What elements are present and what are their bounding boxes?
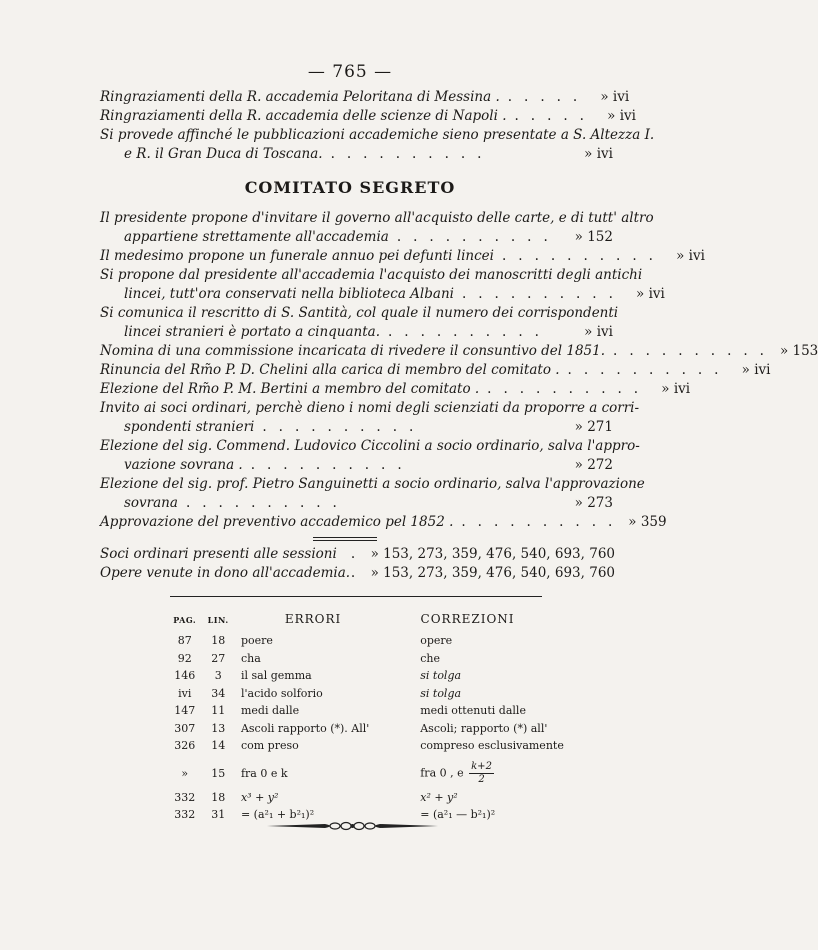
errata-row (168, 757, 568, 791)
entry-ref: » 152 (574, 229, 613, 245)
page-number: — 765 — (307, 62, 393, 82)
row-pag: 332 (174, 790, 196, 804)
row-correction: x² + y² (420, 790, 458, 804)
row-correction: medi ottenuti dalle (420, 704, 526, 717)
row-error: cha (240, 651, 261, 665)
entry-ref: » 272 (574, 457, 613, 473)
entry-text: Il medesimo propone un funerale annuo pei defunti lincei (100, 248, 494, 264)
index-entry: Si propone dal presidente all'accademia l'acquisto dei manoscritti degli antichi lincei, tutt'ora conservati nella biblioteca Albani .......... » ivi (100, 267, 665, 302)
header-pag: PAG. (173, 615, 197, 625)
row-error: fra 0 e k (240, 767, 288, 780)
entry-text: Si provede affinché le pubblicazioni accademiche sieno presentate a S. Altezza I. (100, 127, 655, 143)
top-entries (100, 88, 655, 164)
row-error: poere (240, 634, 273, 647)
row-lin: 14 (211, 739, 226, 752)
row-pag: 87 (177, 634, 192, 647)
entry-text: lincei, tutt'ora conservati nella biblioteca Albani (124, 286, 454, 302)
entry-text: sovrana (124, 495, 178, 511)
header-errori: ERRORI (284, 612, 342, 626)
entry-ref: » ivi (584, 324, 613, 340)
errata-header (168, 612, 568, 634)
ornament-icon (265, 818, 440, 834)
session-separator: . (350, 546, 356, 562)
entry-text: Elezione del sig. Commend. Ludovico Ciccolini a socio ordinario, salva l'appro- (100, 438, 640, 454)
correction-text: fra 0 , e (420, 766, 464, 780)
entry-ref: » 273 (574, 495, 613, 511)
divider (313, 537, 377, 538)
index-entry: Invito ai soci ordinari, perchè dieno i nomi degli scienziati da proporre a corri- spondenti stranieri .......... » 271 (100, 400, 640, 435)
entry-text: Nomina di una commissione incaricata di rivedere il consuntivo del 1851. (100, 343, 606, 359)
entry-ref: » 359 (628, 514, 667, 530)
session-row (100, 564, 615, 583)
entry-text: e R. il Gran Duca di Toscana. (124, 146, 323, 162)
row-pag: ivi (178, 686, 192, 700)
entry-text: Approvazione del preventivo accademico pel 1852 . (100, 514, 454, 530)
fraction (469, 761, 494, 786)
row-correction: si tolga (420, 669, 462, 682)
entry-text: Il presidente propone d'invitare il governo all'acquisto delle carte, e di tutt' altro (100, 210, 654, 226)
errata-row (168, 704, 568, 722)
row-pag: 326 (174, 739, 196, 752)
row-pag: 92 (177, 651, 192, 665)
row-pag: » (181, 767, 189, 780)
row-correction: = (a²₁ — b²₁)² (420, 808, 496, 821)
row-correction: si tolga (420, 686, 462, 700)
session-pages: » 153, 273, 359, 476, 540, 693, 760 (370, 565, 615, 581)
section-heading: COMITATO SEGRETO (244, 178, 456, 197)
index-entry: Il medesimo propone un funerale annuo pei defunti lincei .......... » ivi (100, 248, 705, 264)
row-lin: 3 (214, 669, 222, 682)
entry-text: appartiene strettamente all'accademia (124, 229, 389, 245)
row-error: medi dalle (240, 704, 300, 717)
row-lin: 18 (211, 634, 226, 647)
entry-ref: » ivi (607, 108, 636, 124)
entry-ref: » ivi (584, 146, 613, 162)
entry-ref: » ivi (741, 362, 771, 378)
row-pag: 307 (174, 721, 196, 735)
entry-text: Ringraziamenti della R. accademia delle scienze di Napoli . (100, 108, 507, 124)
session-label: Soci ordinari presenti alle sessioni (100, 546, 337, 562)
index-entry: Elezione del Rm̃o P. M. Bertini a membro del comitato . .......... » ivi (100, 381, 691, 397)
entry-ref: » ivi (676, 248, 705, 264)
entry-text: spondenti stranieri (124, 419, 255, 435)
row-error: = (a²₁ + b²₁)² (240, 808, 315, 821)
index-entry: Approvazione del preventivo accademico pel 1852 . .......... » 359 (100, 514, 667, 530)
index-entry: Si comunica il rescritto di S. Santità, col quale il numero dei corrispondenti lincei stranieri è portato a cinquanta. .......... » ivi (100, 305, 619, 340)
index-entry: Elezione del sig. Commend. Ludovico Ciccolini a socio ordinario, salva l'appro- vazione sovrana . .......... » 272 (100, 438, 640, 473)
errata-row (168, 791, 568, 809)
index-entry: Elezione del sig. prof. Pietro Sanguinetti a socio ordinario, salva l'approvazione sovrana .......... » 273 (100, 476, 645, 511)
entry-ref: » 153 (779, 343, 818, 359)
row-correction: opere (420, 634, 453, 647)
index-entry: Ringraziamenti della R. accademia delle scienze di Napoli . ..... » ivi (100, 108, 636, 124)
row-correction: Ascoli; rapporto (*) all' (420, 721, 548, 735)
entry-ref: » ivi (661, 381, 691, 397)
row-pag: 332 (174, 808, 196, 821)
divider (170, 596, 542, 597)
entry-text: Rinuncia del Rm̃o P. D. Chelini alla carica di membro del comitato . (100, 362, 560, 378)
fraction-denominator: 2 (478, 774, 485, 785)
row-error: l'acido solforio (240, 686, 323, 700)
entry-ref: » ivi (600, 89, 630, 105)
index-entry: Si provede affinché le pubblicazioni accademiche sieno presentate a S. Altezza I. e R. il Gran Duca di Toscana. .......... » ivi (100, 127, 655, 162)
index-entry: Rinuncia del Rm̃o P. D. Chelini alla carica di membro del comitato . .......... » ivi (100, 362, 771, 378)
errata-row (168, 687, 568, 705)
row-lin: 11 (211, 704, 226, 717)
index-entry: Nomina di una commissione incaricata di rivedere il consuntivo del 1851. .......... » 153 (100, 343, 818, 359)
row-pag: 147 (174, 704, 196, 717)
row-lin: 13 (211, 721, 226, 735)
errata-row (168, 722, 568, 740)
errata-row (168, 739, 568, 757)
session-row (100, 545, 615, 564)
entry-text: Ringraziamenti della R. accademia Peloritana di Messina . (100, 89, 500, 105)
errata-table (168, 612, 568, 826)
row-error: com preso (240, 739, 299, 752)
errata-row (168, 652, 568, 670)
index-entry: Il presidente propone d'invitare il governo all'acquisto delle carte, e di tutt' altro appartiene strettamente all'accademia .......... » 152 (100, 210, 654, 245)
entry-text: Elezione del sig. prof. Pietro Sanguinetti a socio ordinario, salva l'approvazione (100, 476, 645, 492)
entry-ref: » ivi (636, 286, 665, 302)
row-lin: 31 (211, 808, 226, 821)
divider (313, 540, 377, 541)
session-pages: » 153, 273, 359, 476, 540, 693, 760 (370, 546, 615, 562)
entry-text: Si comunica il rescritto di S. Santità, col quale il numero dei corrispondenti (100, 305, 619, 321)
errata-row (168, 634, 568, 652)
row-lin: 34 (211, 686, 226, 700)
entry-text: vazione sovrana . (124, 457, 243, 473)
fraction-numerator: k+2 (471, 761, 492, 772)
row-correction: compreso esclusivamente (420, 739, 564, 752)
header-correzioni: CORREZIONI (420, 612, 515, 626)
row-pag: 146 (174, 669, 196, 682)
session-separator: . (350, 565, 356, 581)
row-correction: che (420, 651, 440, 665)
entry-text: Elezione del Rm̃o P. M. Bertini a membro del comitato . (100, 381, 480, 397)
row-error: x³ + y² (240, 790, 279, 804)
header-lin: LIN. (207, 615, 229, 625)
row-lin: 27 (211, 651, 226, 665)
entry-ref: » 271 (574, 419, 613, 435)
errata-row (168, 669, 568, 687)
row-error: il sal gemma (240, 669, 312, 682)
row-lin: 15 (211, 767, 226, 780)
session-label: Opere venute in dono all'accademia. (100, 565, 351, 581)
index-entry: Ringraziamenti della R. accademia Peloritana di Messina . ..... » ivi (100, 89, 630, 105)
row-correction (420, 761, 568, 786)
entry-text: lincei stranieri è portato a cinquanta. (124, 324, 380, 340)
entry-text: Invito ai soci ordinari, perchè dieno i nomi degli scienziati da proporre a corri- (100, 400, 640, 416)
committee-entries (100, 209, 818, 532)
row-error: Ascoli rapporto (*). All' (240, 721, 370, 735)
row-lin: 18 (211, 790, 226, 804)
sessions-list (100, 545, 615, 583)
entry-text: Si propone dal presidente all'accademia l'acquisto dei manoscritti degli antichi (100, 267, 643, 283)
